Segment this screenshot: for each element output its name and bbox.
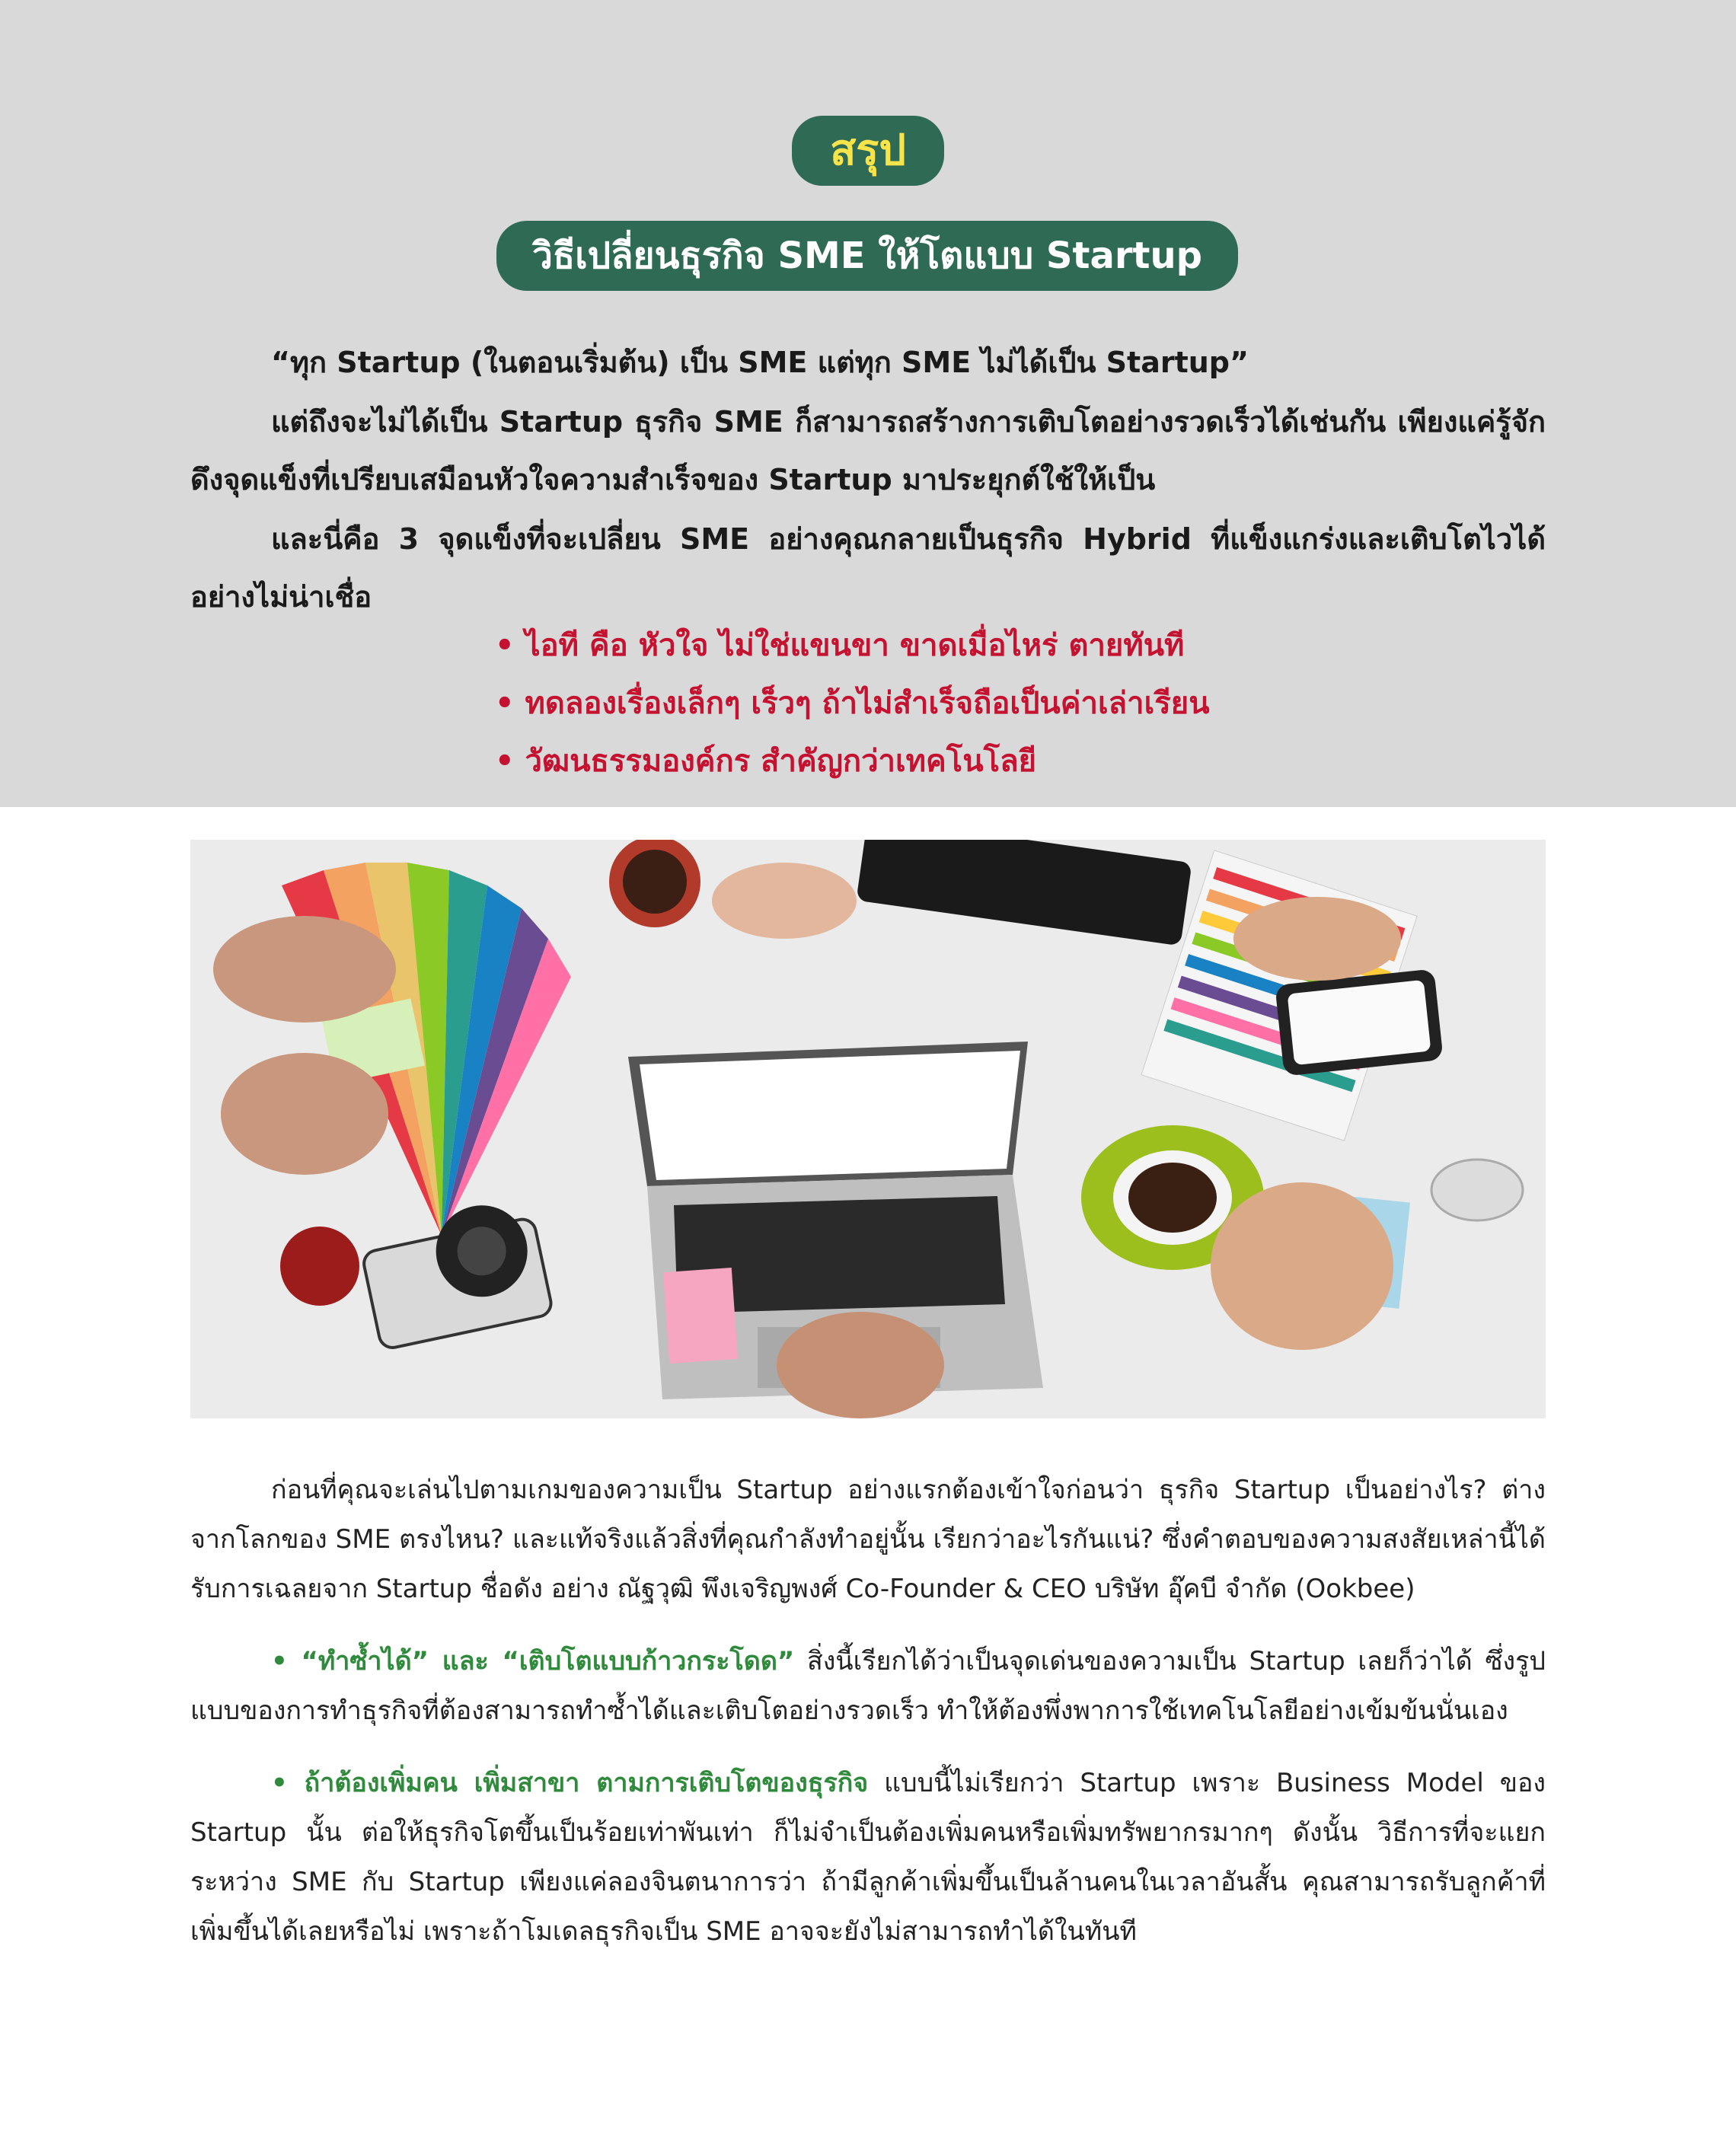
key-point: • ไอที คือ หัวใจ ไม่ใช่แขนขา ขาดเมื่อไหร่ ตายทันที [495, 617, 1409, 675]
intro-paragraph-2: และนี่คือ 3 จุดแข็งที่จะเปลี่ยน SME อย่างคุณกลายเป็นธุรกิจ Hybrid ที่แข็งแกร่งและเติบโตไวได้อย่างไม่น่าเชื่อ [190, 522, 1546, 614]
article-body [190, 1466, 1546, 1980]
summary-label: สรุป [792, 116, 944, 186]
workspace-photo [190, 840, 1546, 1418]
pink-sticky-note [663, 1268, 738, 1364]
hand [1211, 1182, 1393, 1350]
highlight-add-staff: • ถ้าต้องเพิ่มคน เพิ่มสาขา ตามการเติบโตของธุรกิจ [271, 1768, 869, 1798]
intro-paragraph-1: แต่ถึงจะไม่ได้เป็น Startup ธุรกิจ SME ก็สามารถสร้างการเติบโตอย่างรวดเร็วได้เช่นกัน เพียงแค่รู้จักดึงจุดแข็งที่เปรียบเสมือนหัวใจความสำเร็จของ Startup มาประยุกต์ใช้ให้เป็น [190, 405, 1546, 496]
body-paragraph-2-text: สิ่งนี้เรียกได้ว่าเป็นจุดเด่นของความเป็น Startup เลยก็ว่าได้ ซึ่งรูปแบบของการทำธุรกิจที่ต้องสามารถทำซ้ำได้และเติบโตอย่างรวดเร็ว ทำให้ต้องพึ่งพาการใช้เทคโนโลยีอย่างเข้มข้นนั่นเอง [190, 1646, 1546, 1726]
hand [777, 1312, 944, 1418]
intro-quote: “ทุก Startup (ในตอนเริ่มต้น) เป็น SME แต่ทุก SME ไม่ได้เป็น Startup” [271, 346, 1249, 379]
hand [1233, 897, 1401, 981]
key-points-list [495, 617, 1409, 790]
page-title: วิธีเปลี่ยนธุรกิจ SME ให้โตแบบ Startup [496, 221, 1238, 291]
brush-jar [1431, 1160, 1523, 1220]
body-paragraph-3 [190, 1759, 1546, 1957]
hand [712, 863, 857, 939]
hand [221, 1053, 388, 1175]
body-paragraph-2 [190, 1637, 1546, 1736]
highlight-repeatable: • “ทำซ้ำได้” และ “เติบโตแบบก้าวกระโดด” [271, 1646, 795, 1676]
body-paragraph-1: ก่อนที่คุณจะเล่นไปตามเกมของความเป็น Startup อย่างแรกต้องเข้าใจก่อนว่า ธุรกิจ Startup เป็นอย่างไร? ต่างจากโลกของ SME ตรงไหน? และแท้จริงแล้วสิ่งที่คุณกำลังทำอยู่นั้น เรียกว่าอะไรกันแน่? ซึ่งคำตอบของความสงสัยเหล่านี้ได้รับการเฉลยจาก Startup ชื่อดัง อย่าง ณัฐวุฒิ พึงเจริญพงศ์ Co-Founder & CEO บริษัท อุ๊คบี จำกัด (Ookbee) [190, 1475, 1546, 1604]
intro-text [190, 333, 1546, 627]
workspace-illustration [190, 840, 1546, 1418]
key-point: • วัฒนธรรมองค์กร สำคัญกว่าเทคโนโลยี [495, 732, 1409, 790]
hand [213, 916, 396, 1022]
apple [280, 1227, 359, 1306]
body-paragraph-3-text: แบบนี้ไม่เรียกว่า Startup เพราะ Business Model ของ Startup นั้น ต่อให้ธุรกิจโตขึ้นเป็นร้อยเท่าพันเท่า ก็ไม่จำเป็นต้องเพิ่มคนหรือเพิ่มทรัพยากรมากๆ ดังนั้น วิธีการที่จะแยกระหว่าง SME กับ Startup เพียงแค่ลองจินตนาการว่า ถ้ามีลูกค้าเพิ่มขึ้นเป็นล้านคนในเวลาอันสั้น คุณสามารถรับลูกค้าที่เพิ่มขึ้นได้เลยหรือไม่ เพราะถ้าโมเดลธุรกิจเป็น SME อาจจะยังไม่สามารถทำได้ในทันที [190, 1768, 1546, 1947]
key-point: • ทดลองเรื่องเล็กๆ เร็วๆ ถ้าไม่สำเร็จถือเป็นค่าเล่าเรียน [495, 675, 1409, 732]
